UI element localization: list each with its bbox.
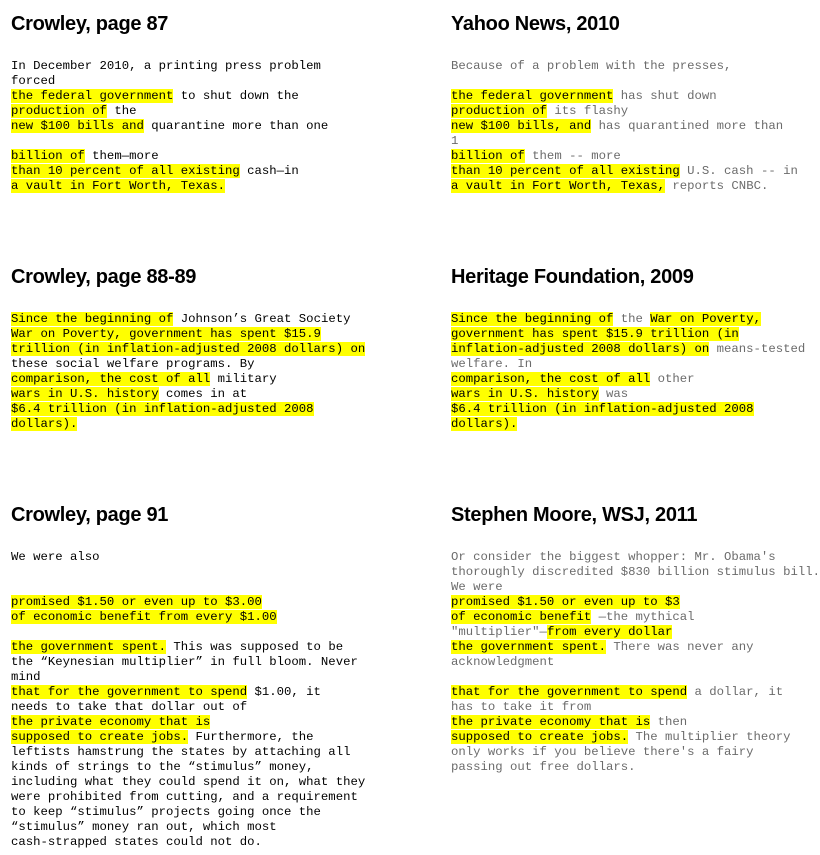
text-line — [451, 89, 792, 104]
text-line — [11, 74, 356, 89]
text-line — [451, 685, 792, 700]
highlighted-text: production of — [451, 104, 547, 118]
text-segment: This was supposed to be — [165, 640, 344, 654]
text-line — [11, 565, 356, 580]
section-yahoo-news-2010 — [451, 11, 798, 193]
text-segment: "multiplier"— — [451, 625, 547, 639]
text-segment: leftists hamstrung the states by attaching all — [11, 745, 351, 759]
text-segment: welfare. In — [451, 357, 533, 371]
text-line — [451, 149, 792, 164]
text-line — [11, 595, 356, 610]
text-segment: comes in at — [158, 387, 248, 401]
highlighted-text: promised $1.50 or even up to $3.00 — [11, 595, 262, 609]
text-segment: Johnson’s Great Society — [173, 312, 351, 326]
text-line — [451, 312, 792, 327]
text-line — [451, 342, 806, 357]
text-segment: were prohibited from cutting, and a requirement — [11, 790, 358, 804]
text-line — [11, 730, 356, 745]
text-segment: thoroughly discredited $830 billion stimulus bill. — [451, 565, 820, 579]
text-segment: —the mythical — [591, 610, 695, 624]
text-segment: acknowledgment — [451, 655, 555, 669]
text-line — [11, 402, 356, 417]
text-line — [451, 164, 798, 179]
left-column — [11, 0, 366, 855]
text-line — [451, 625, 792, 640]
text-line — [451, 745, 792, 760]
section-title: Yahoo News, 2010 — [451, 13, 620, 35]
highlighted-text: comparison, the cost of all — [451, 372, 651, 386]
text-line — [451, 730, 792, 745]
text-line — [11, 89, 356, 104]
text-line — [11, 327, 356, 342]
text-line — [11, 104, 356, 119]
text-line — [11, 745, 356, 760]
highlighted-text: new $100 bills, and — [451, 119, 592, 133]
text-segment: 1 — [451, 134, 459, 148]
section-title: Crowley, page 91 — [11, 504, 169, 526]
highlighted-text: billion of — [11, 149, 85, 163]
highlighted-text: the federal government — [451, 89, 614, 103]
text-line — [11, 625, 356, 640]
text-line — [451, 640, 792, 655]
highlighted-text: new $100 bills and — [11, 119, 144, 133]
text-line — [11, 119, 356, 134]
text-line — [11, 387, 356, 402]
text-line — [11, 835, 356, 850]
text-line — [451, 387, 792, 402]
highlighted-text: promised $1.50 or even up to $3 — [451, 595, 680, 609]
highlighted-text: than 10 percent of all existing — [11, 164, 240, 178]
text-line — [451, 327, 792, 342]
section-crowley-87 — [11, 11, 356, 193]
text-segment: passing out free dollars. — [451, 760, 636, 774]
highlighted-text: dollars). — [451, 417, 518, 431]
text-line — [451, 565, 820, 580]
section-crowley-91 — [11, 502, 366, 849]
section-text — [11, 312, 366, 432]
highlighted-text: $6.4 trillion (in inflation-adjusted 2008 — [451, 402, 754, 416]
text-segment: has to take it from — [451, 700, 592, 714]
text-segment: the — [613, 312, 651, 326]
highlighted-text: than 10 percent of all existing — [451, 164, 680, 178]
text-segment: forced — [11, 74, 56, 88]
text-segment: means-tested — [709, 342, 806, 356]
highlighted-text: supposed to create jobs. — [451, 730, 629, 744]
section-text — [11, 59, 356, 194]
text-line — [451, 357, 792, 372]
text-line — [11, 550, 356, 565]
text-line — [451, 74, 792, 89]
highlighted-text: dollars). — [11, 417, 78, 431]
text-line — [11, 59, 356, 74]
text-segment: them—more — [84, 149, 159, 163]
text-line — [451, 104, 792, 119]
highlighted-text: the government spent. — [11, 640, 166, 654]
text-line — [11, 580, 356, 595]
section-title: Heritage Foundation, 2009 — [451, 266, 694, 288]
section-text — [451, 550, 820, 775]
text-segment: cash—in — [239, 164, 299, 178]
text-line — [451, 715, 792, 730]
text-segment: then — [650, 715, 688, 729]
right-column — [451, 0, 820, 855]
text-line — [451, 580, 792, 595]
highlighted-text: War on Poverty, government has spent $15.9 — [11, 327, 321, 341]
text-segment: The multiplier theory — [628, 730, 791, 744]
text-line — [11, 640, 356, 655]
text-line — [11, 610, 356, 625]
highlighted-text: that for the government to spend — [451, 685, 688, 699]
highlighted-text: from every dollar — [546, 625, 673, 639]
text-line — [451, 700, 792, 715]
text-segment: other — [650, 372, 695, 386]
text-line — [451, 655, 792, 670]
text-line — [451, 134, 792, 149]
text-line — [11, 357, 356, 372]
text-line — [11, 775, 366, 790]
highlighted-text: $6.4 trillion (in inflation-adjusted 2008 — [11, 402, 314, 416]
text-segment: to shut down the — [173, 89, 299, 103]
highlighted-text: trillion (in inflation-adjusted 2008 dollars) on — [11, 342, 366, 356]
section-title: Stephen Moore, WSJ, 2011 — [451, 504, 698, 526]
text-line — [11, 134, 356, 149]
highlighted-text: the private economy that is — [11, 715, 211, 729]
highlighted-text: inflation-adjusted 2008 dollars) on — [451, 342, 710, 356]
text-segment: needs to take that dollar out of — [11, 700, 248, 714]
text-line — [11, 790, 356, 805]
text-line — [11, 655, 356, 670]
text-segment: was — [598, 387, 629, 401]
section-crowley-88-89 — [11, 264, 366, 431]
text-segment: to keep “stimulus” projects going once the — [11, 805, 321, 819]
highlighted-text: the federal government — [11, 89, 174, 103]
text-segment: Or consider the biggest whopper: Mr. Obama's — [451, 550, 776, 564]
highlighted-text: comparison, the cost of all — [11, 372, 211, 386]
text-line — [11, 164, 356, 179]
text-line — [451, 610, 792, 625]
text-line — [451, 59, 792, 74]
text-segment: Furthermore, the — [188, 730, 314, 744]
highlighted-text: production of — [11, 104, 107, 118]
highlighted-text: government has spent $15.9 trillion (in — [451, 327, 739, 341]
section-text — [11, 550, 366, 850]
text-segment: has shut down — [613, 89, 717, 103]
text-segment: $1.00, it — [247, 685, 321, 699]
text-line — [11, 372, 356, 387]
section-heritage-foundation-2009 — [451, 264, 806, 431]
text-segment: There was never any — [605, 640, 754, 654]
text-segment: U.S. cash -- in — [679, 164, 798, 178]
section-text — [451, 59, 798, 194]
text-line — [451, 595, 792, 610]
text-segment: has quarantined more than — [591, 119, 784, 133]
text-segment: cash-strapped states could not do. — [11, 835, 262, 849]
text-line — [11, 342, 366, 357]
highlighted-text: the private economy that is — [451, 715, 651, 729]
highlighted-text: Since the beginning of — [451, 312, 614, 326]
text-line — [11, 700, 356, 715]
highlighted-text: of economic benefit from every $1.00 — [11, 610, 277, 624]
text-line — [451, 417, 792, 432]
text-line — [11, 760, 356, 775]
text-segment: In December 2010, a printing press problem — [11, 59, 321, 73]
text-line — [11, 820, 356, 835]
text-line — [451, 550, 792, 565]
section-stephen-moore-wsj-2011 — [451, 502, 820, 774]
highlighted-text: supposed to create jobs. — [11, 730, 189, 744]
highlighted-text: a vault in Fort Worth, Texas, — [451, 179, 666, 193]
highlighted-text: of economic benefit — [451, 610, 592, 624]
text-line — [11, 685, 356, 700]
highlighted-text: billion of — [451, 149, 525, 163]
text-segment: the — [106, 104, 137, 118]
text-line — [11, 670, 356, 685]
text-line — [451, 179, 792, 194]
text-line — [11, 312, 356, 327]
text-segment: them -- more — [524, 149, 621, 163]
text-line — [11, 805, 356, 820]
text-segment: its flashy — [546, 104, 629, 118]
text-segment: “stimulus” money ran out, which most — [11, 820, 277, 834]
section-title: Crowley, page 88-89 — [11, 266, 197, 288]
text-segment: We were also — [11, 550, 100, 564]
text-line — [11, 715, 356, 730]
highlighted-text: wars in U.S. history — [11, 387, 159, 401]
text-segment: including what they could spend it on, what they — [11, 775, 366, 789]
text-line — [451, 119, 792, 134]
text-segment: military — [210, 372, 277, 386]
text-segment: only works if you believe there's a fairy — [451, 745, 754, 759]
text-line — [451, 670, 792, 685]
text-segment: reports CNBC. — [665, 179, 769, 193]
section-title: Crowley, page 87 — [11, 13, 169, 35]
text-segment: these social welfare programs. By — [11, 357, 255, 371]
highlighted-text: Since the beginning of — [11, 312, 174, 326]
text-line — [451, 372, 792, 387]
text-line — [451, 760, 792, 775]
highlighted-text: wars in U.S. history — [451, 387, 599, 401]
text-line — [11, 179, 356, 194]
highlighted-text: War on Poverty, — [650, 312, 761, 326]
text-segment: kinds of strings to the “stimulus” money, — [11, 760, 314, 774]
text-segment: a dollar, it — [687, 685, 784, 699]
text-segment: Because of a problem with the presses, — [451, 59, 732, 73]
text-line — [11, 149, 356, 164]
text-segment: quarantine more than one — [143, 119, 329, 133]
highlighted-text: the government spent. — [451, 640, 606, 654]
text-line — [451, 402, 792, 417]
text-segment: mind — [11, 670, 41, 684]
section-text — [451, 312, 806, 432]
text-segment: We were — [451, 580, 503, 594]
text-line — [11, 417, 356, 432]
highlighted-text: that for the government to spend — [11, 685, 248, 699]
highlighted-text: a vault in Fort Worth, Texas. — [11, 179, 226, 193]
text-segment: the “Keynesian multiplier” in full bloom. Never — [11, 655, 358, 669]
